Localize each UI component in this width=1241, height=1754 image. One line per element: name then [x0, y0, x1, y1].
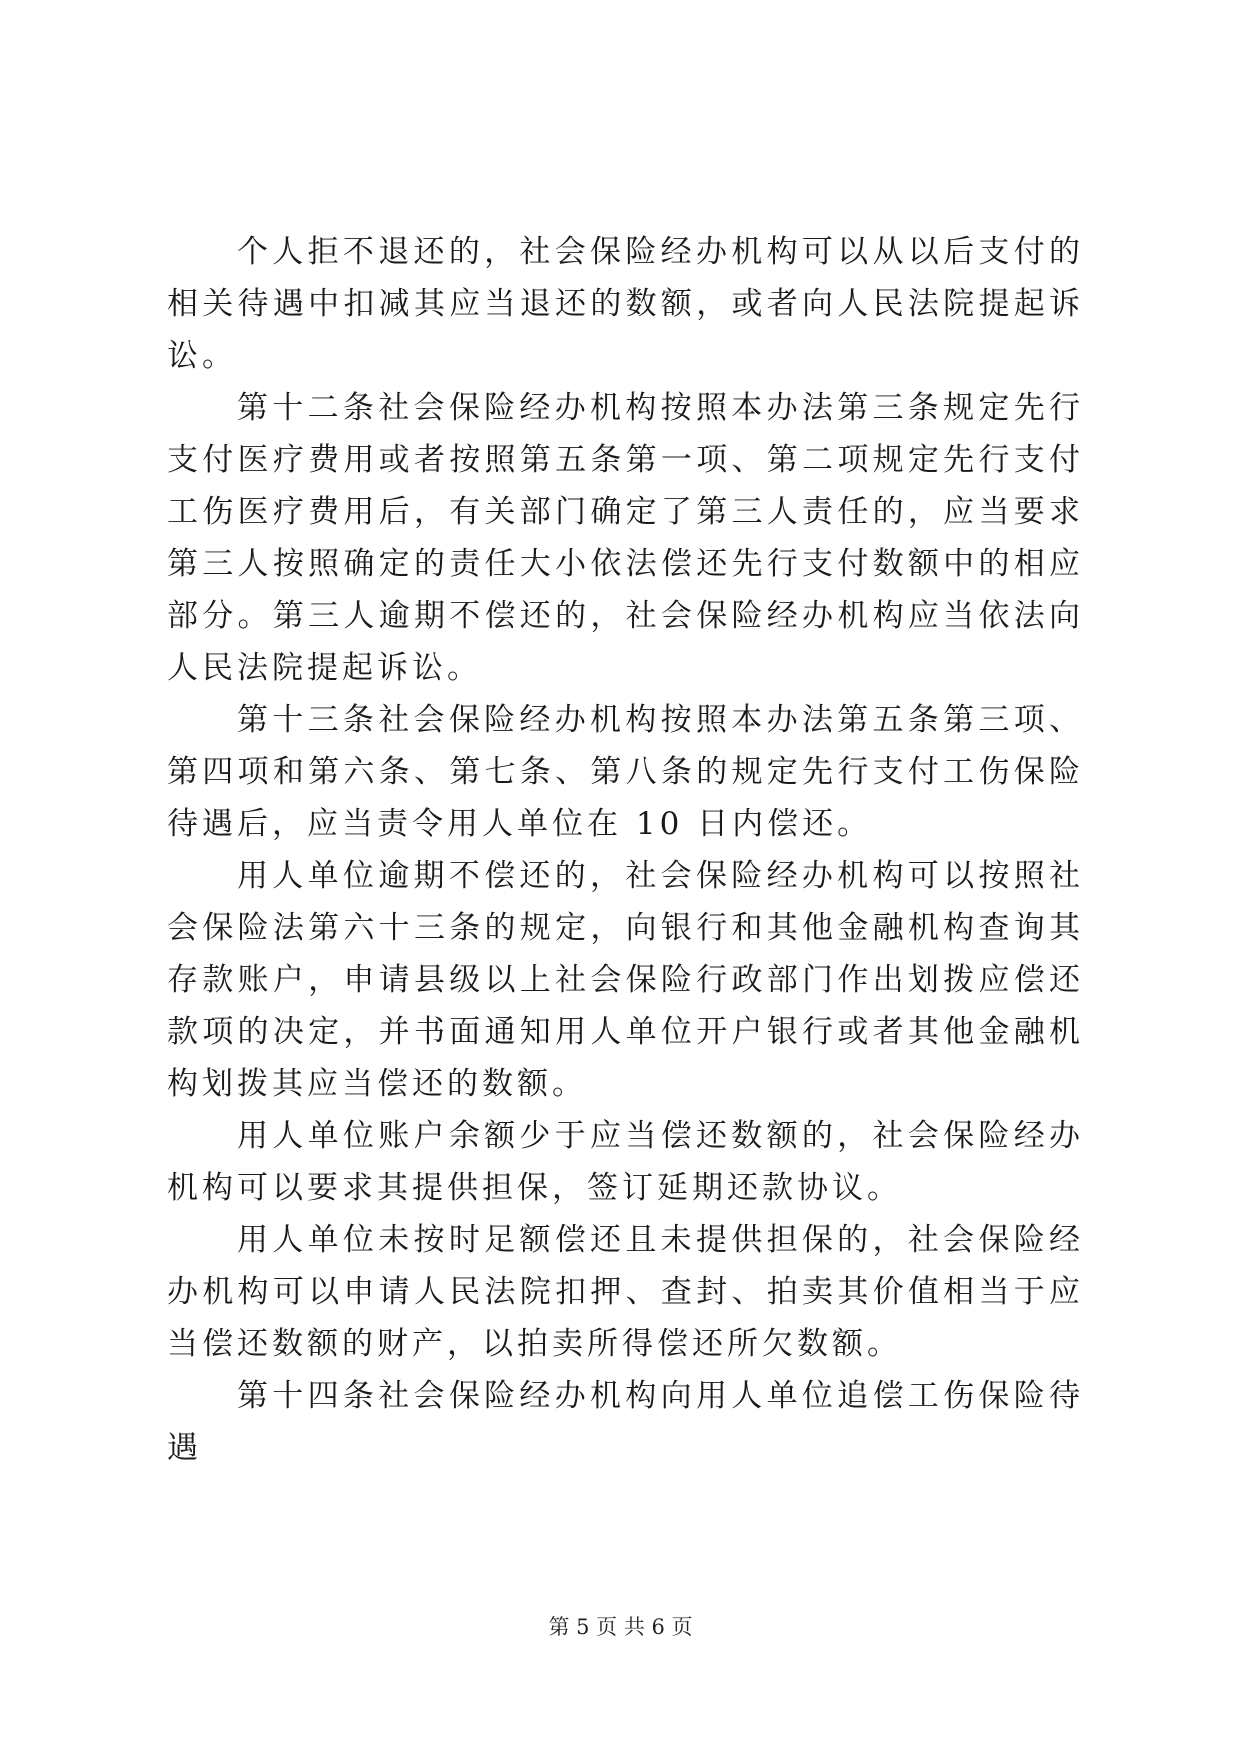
page-number-footer: 第 5 页 共 6 页	[548, 1615, 693, 1639]
paragraph-1: 个人拒不退还的，社会保险经办机构可以从以后支付的相关待遇中扣减其应当退还的数额，或者向人民法院提起诉讼。	[167, 234, 1084, 374]
paragraph-5: 用人单位账户余额少于应当偿还数额的，社会保险经办机构可以要求其提供担保，签订延期还款协议。	[167, 1118, 1084, 1206]
paragraph-4: 用人单位逾期不偿还的，社会保险经办机构可以按照社会保险法第六十三条的规定，向银行和其他金融机构查询其存款账户，申请县级以上社会保险行政部门作出划拨应偿还款项的决定，并书面通知用人单位开户银行或者其他金融机构划拨其应当偿还的数额。	[167, 858, 1084, 1102]
document-body	[167, 226, 1084, 1474]
paragraph-6: 用人单位未按时足额偿还且未提供担保的，社会保险经办机构可以申请人民法院扣押、查封、拍卖其价值相当于应当偿还数额的财产，以拍卖所得偿还所欠数额。	[167, 1222, 1084, 1362]
paragraph-7: 第十四条社会保险经办机构向用人单位追偿工伤保险待遇	[167, 1378, 1084, 1466]
paragraph-3: 第十三条社会保险经办机构按照本办法第五条第三项、第四项和第六条、第七条、第八条的规定先行支付工伤保险待遇后，应当责令用人单位在 10 日内偿还。	[167, 702, 1084, 842]
paragraph-2: 第十二条社会保险经办机构按照本办法第三条规定先行支付医疗费用或者按照第五条第一项、第二项规定先行支付工伤医疗费用后，有关部门确定了第三人责任的，应当要求第三人按照确定的责任大小依法偿还先行支付数额中的相应部分。第三人逾期不偿还的，社会保险经办机构应当依法向人民法院提起诉讼。	[167, 390, 1084, 686]
